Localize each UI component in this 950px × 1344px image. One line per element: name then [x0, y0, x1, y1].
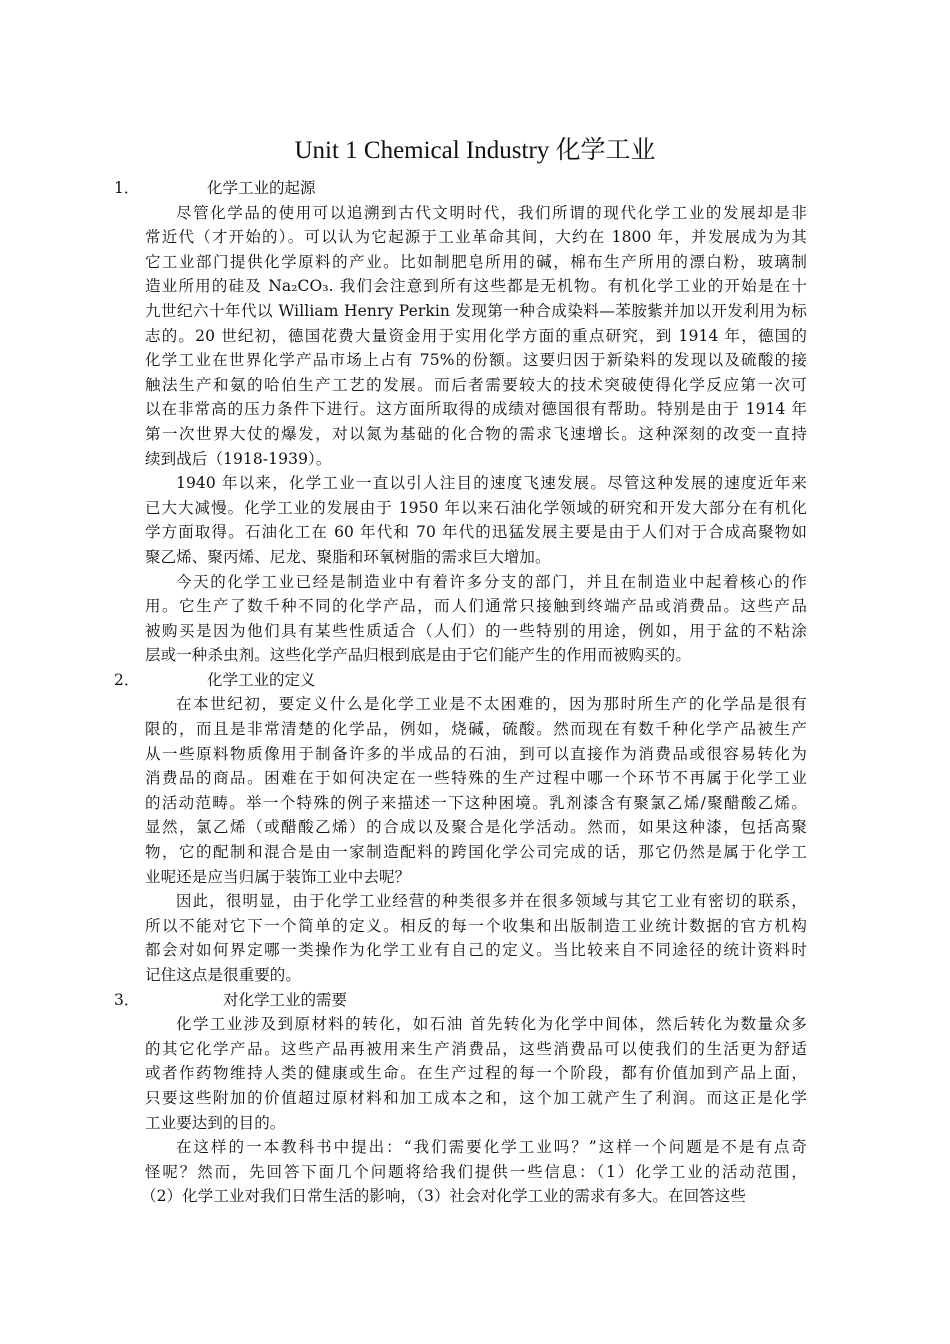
text-line: 今天的化学工业已经是制造业中有着许多分支的部门，并且在制造业中起着核心的作 [176, 572, 807, 591]
text-line: 化学工业涉及到原材料的转化，如石油 首先转化为化学中间体，然后转化为数量众多 [176, 1015, 807, 1034]
paragraph [145, 471, 807, 569]
text-line: 化学工业在世界化学产品市场上占有 75%的份额。这要归因于新染料的发现以及硫酸的接 [145, 351, 807, 370]
paragraph [145, 692, 807, 889]
paragraph [145, 570, 807, 668]
section-heading [114, 988, 807, 1013]
text-line: 在本世纪初，要定义什么是化学工业是不太困难的，因为那时所生产的化学品是很有 [176, 695, 807, 714]
section-number: 3． [114, 990, 140, 1009]
text-line: （2）化学工业对我们日常生活的影响，（3）社会对化学工业的需求有多大。在回答这些 [141, 1187, 746, 1206]
section-number: 1． [114, 179, 140, 197]
text-line: 尽管化学品的使用可以追溯到古代文明时代，我们所谓的现代化学工业的发展却是非 [176, 203, 807, 222]
text-line: 续到战后（1918-1939）。 [145, 449, 332, 468]
paragraph [145, 1012, 807, 1135]
text-line: 常近代（才开始的）。可以认为它起源于工业革命其间，大约在 1800 年，并发展成为为其 [145, 228, 807, 247]
text-line: 消费品的商品。困难在于如何决定在一些特殊的生产过程中哪一个环节不再属于化学工业 [145, 769, 807, 788]
text-line: 显然，氯乙烯（或醋酸乙烯）的合成以及聚合是化学活动。然而，如果这种漆，包括高聚 [145, 818, 807, 837]
section-heading [114, 176, 807, 201]
text-line: 在这样的一本教科书中提出：“我们需要化学工业吗？”这样一个问题是不是有点奇 [176, 1138, 807, 1157]
paragraph [145, 889, 807, 987]
paragraph [141, 1135, 807, 1209]
text-line: 已大大减慢。化学工业的发展由于 1950 年以来石油化学领域的研究和开发大部分在有机化 [145, 498, 807, 517]
text-line: 工业要达到的目的。 [145, 1113, 286, 1132]
text-line: 九世纪六十年代以 William Henry Perkin 发现第一种合成染料—苯胺紫并加以开发利用为标 [145, 301, 807, 320]
paragraph [145, 201, 807, 472]
text-line: 它工业部门提供化学原料的产业。比如制肥皂所用的碱，棉布生产所用的漂白粉，玻璃制 [145, 252, 807, 271]
text-line: 都会对如何界定哪一类操作为化学工业有自己的定义。当比较来自不同途径的统计资料时 [145, 941, 807, 960]
text-line: 只要这些附加的价值超过原材料和加工成本之和，这个加工就产生了利润。而这正是化学 [145, 1088, 807, 1107]
section-number: 2． [114, 670, 140, 689]
text-line: 志的。20 世纪初，德国花费大量资金用于实用化学方面的重点研究，到 1914 年，德国的 [145, 326, 807, 345]
text-line: 因此，很明显，由于化学工业经营的种类很多并在很多领域与其它工业有密切的联系， [176, 892, 807, 911]
text-line: 1940 年以来，化学工业一直以引人注目的速度飞速发展。尽管这种发展的速度近年来 [176, 474, 807, 493]
text-line: 造业所用的硅及 Na₂CO₃. 我们会注意到所有这些都是无机物。有机化学工业的开始是在十 [145, 277, 807, 296]
section-title: 化学工业的起源 [207, 179, 316, 197]
section-title: 化学工业的定义 [207, 670, 316, 689]
text-line: 第一次世界大仗的爆发，对以氮为基础的化合物的需求飞速增长。这种深刻的改变一直持 [145, 424, 807, 443]
text-line: 学方面取得。石油化工在 60 年代和 70 年代的迅猛发展主要是由于人们对于合成高聚物如 [145, 523, 807, 542]
text-line: 业呢还是应当归属于装饰工业中去呢？ [145, 867, 411, 886]
text-line: 记住这点是很重要的。 [145, 966, 302, 984]
text-line: 的活动范畴。举一个特殊的例子来描述一下这种困境。乳剂漆含有聚氯乙烯/聚醋酸乙烯。 [145, 793, 807, 812]
section-heading [114, 668, 807, 693]
text-line: 或者作药物维持人类的健康或生命。在生产过程的每一个阶段，都有价值加到产品上面， [145, 1064, 807, 1083]
text-line: 物，它的配制和混合是由一家制造配料的跨国化学公司完成的话，那它仍然是属于化学工 [145, 843, 807, 862]
text-line: 从一些原料物质像用于制备许多的半成品的石油，到可以直接作为消费品或很容易转化为 [145, 744, 807, 763]
text-line: 的其它化学产品。这些产品再被用来生产消费品，这些消费品可以使我们的生活更为舒适 [145, 1039, 807, 1058]
text-line: 聚乙烯、聚丙烯、尼龙、聚脂和环氧树脂的需求巨大增加。 [145, 547, 551, 566]
document-body [114, 176, 807, 1209]
text-line: 触法生产和氨的哈伯生产工艺的发展。而后者需要较大的技术突破使得化学反应第一次可 [145, 375, 807, 394]
text-line: 所以不能对它下一个简单的定义。相反的每一个收集和出版制造工业统计数据的官方机构 [145, 916, 807, 935]
text-line: 怪呢？然而，先回答下面几个问题将给我们提供一些信息：（1）化学工业的活动范围， [145, 1162, 807, 1181]
document-title: Unit 1 Chemical Industry 化学工业 [294, 137, 656, 164]
section-title: 对化学工业的需要 [223, 990, 348, 1009]
text-line: 被购买是因为他们具有某些性质适合（人们）的一些特别的用途，例如，用于盆的不粘涂 [145, 621, 807, 640]
text-line: 限的，而且是非常清楚的化学品，例如，烧碱，硫酸。然而现在有数千种化学产品被生产 [145, 720, 807, 739]
text-line: 用。它生产了数千种不同的化学产品，而人们通常只接触到终端产品或消费品。这些产品 [145, 597, 807, 616]
text-line: 以在非常高的压力条件下进行。这方面所取得的成绩对德国很有帮助。特别是由于 1914 年 [145, 400, 807, 419]
text-line: 层或一种杀虫剂。这些化学产品归根到底是由于它们能产生的作用而被购买的。 [145, 646, 692, 665]
